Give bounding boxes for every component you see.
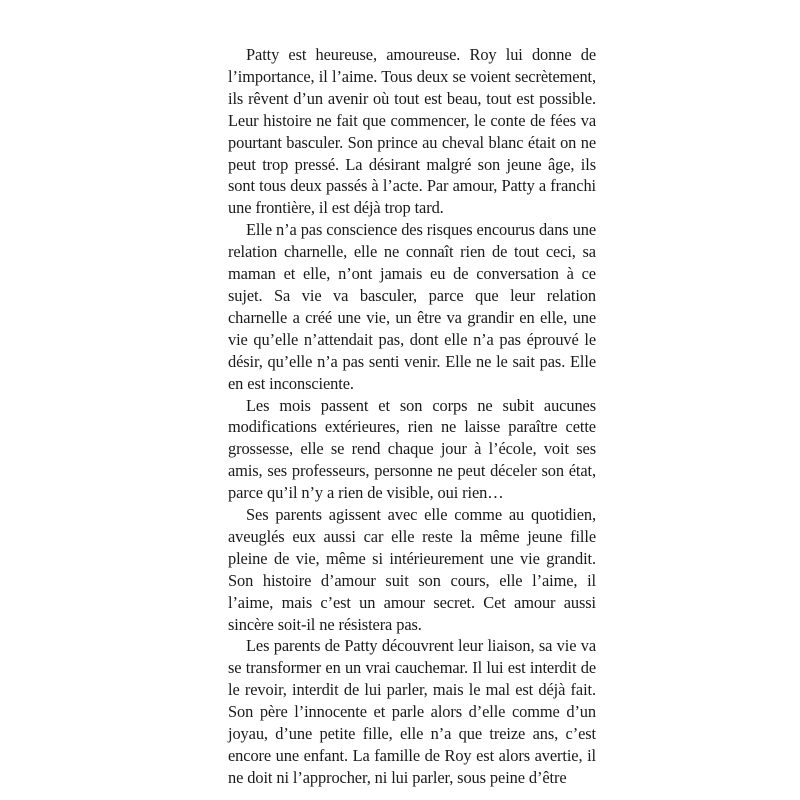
book-page-text: [228, 44, 596, 789]
paragraph-4: Ses parents agissent avec elle comme au quotidien, aveuglés eux aussi car elle reste la même jeune fille pleine de vie, même si intérieurement une vie grandit. Son histoire d’amour suit son cours, elle l’aime, il l’aime, mais c’est un amour secret. Cet amour aussi sincère soit-il ne résistera pas.: [228, 505, 596, 634]
paragraph-3: Les mois passent et son corps ne subit aucunes modifications extérieures, rien ne laisse paraître cette grossesse, elle se rend chaque jour à l’école, voit ses amis, ses professeurs, personne ne peut déceler son état, parce qu’il n’y a rien de visible, oui rien…: [228, 395, 596, 503]
paragraph-5: Les parents de Patty découvrent leur liaison, sa vie va se transformer en un vrai cauchemar. Il lui est interdit de le revoir, interdit de lui parler, mais le mal est déjà fait. Son père l’innocente et parle alors d’elle comme d’un joyau, d’une petite fille, elle n’a que treize ans, c’est encore une enfant. La famille de Roy est alors avertie, il ne doit ni l’approcher, ni lui parler, sous peine d’être: [228, 636, 596, 787]
paragraph-1: Patty est heureuse, amoureuse. Roy lui donne de l’importance, il l’aime. Tous deux se voient secrètement, ils rêvent d’un avenir où tout est beau, tout est possible. Leur histoire ne fait que commencer, le conte de fées va pourtant basculer. Son prince au cheval blanc était on ne peut trop pressé. La désirant malgré son jeune âge, ils sont tous deux passés à l’acte. Par amour, Patty a franchi une frontière, il est déjà trop tard.: [228, 45, 596, 218]
paragraph-2: Elle n’a pas conscience des risques encourus dans une relation charnelle, elle ne connaît rien de tout ceci, sa maman et elle, n’ont jamais eu de conversation à ce sujet. Sa vie va basculer, parce que leur relation charnelle a créé une vie, un être va grandir en elle, une vie qu’elle n’attendait pas, dont elle n’a pas éprouvé le désir, qu’elle n’a pas senti venir. Elle ne le sait pas. Elle en est inconsciente.: [228, 220, 596, 393]
